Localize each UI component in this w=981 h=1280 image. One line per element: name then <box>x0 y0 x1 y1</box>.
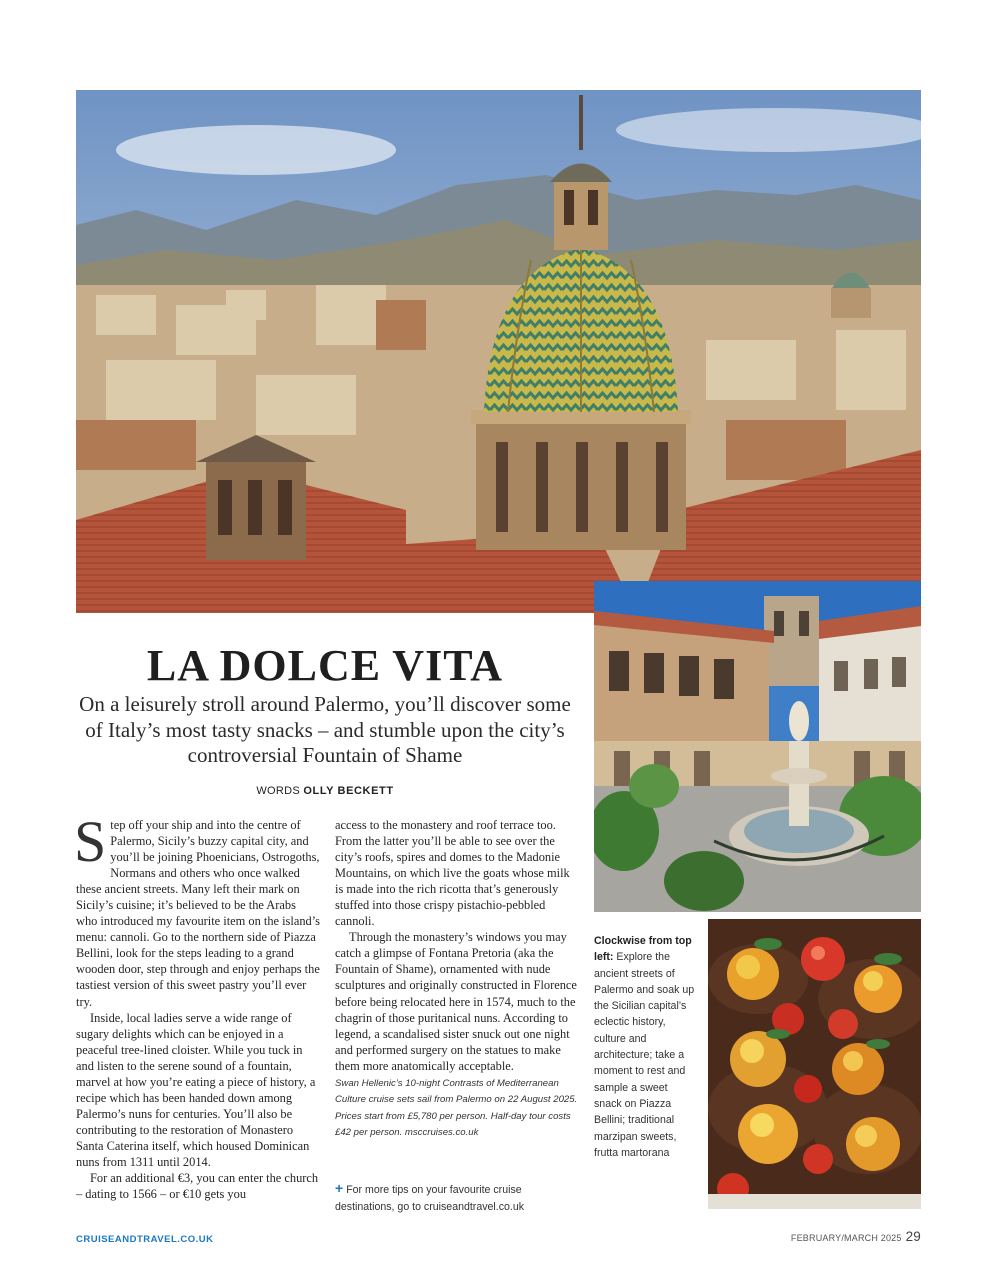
article-column-2 <box>335 817 578 1141</box>
footer-site-link[interactable]: CRUISEANDTRAVEL.CO.UK <box>76 1234 214 1245</box>
article-paragraph-1-text: tep off your ship and into the centre of Palermo, Sicily’s buzzy capital city, and you’ll be joining Phoenicians, Ostrogoths, Normans and others who once walked these ancient streets. Many left their mark on Sicily’s cuisine; it’s believed to be the Arabs who introduced my favourite item on the island’s menu: cannoli. Go to the northern side of Piazza Bellini, look for the steps leading to a grand wooden door, step through and enjoy perhaps the tastiest version of this sweet pastry you’ll ever try. <box>76 818 320 1009</box>
byline-label: WORDS <box>256 785 300 797</box>
caption-text: Explore the ancient streets of Palermo and soak up the Sicilian capital’s eclectic history, culture and architecture; take a moment to rest and sample a sweet snack on Piazza Bellini; traditional marzipan sweets, frutta martorana <box>594 951 695 1159</box>
cloister-fountain-image <box>594 581 921 912</box>
footer-issue-date: FEBRUARY/MARCH 2025 <box>790 1233 902 1243</box>
cruise-credit: Swan Hellenic’s 10-night Contrasts of Mediterranean Culture cruise sets sail from Palermo on 22 August 2025. Prices start from £5,780 per person. Half-day tour costs £42 per person. msccruises.co.uk <box>335 1077 578 1138</box>
hero-photo <box>76 90 921 613</box>
plus-icon: + <box>335 1180 344 1196</box>
byline <box>76 785 574 797</box>
page-number: 29 <box>905 1229 921 1244</box>
photo-caption <box>594 933 698 1161</box>
byline-author: OLLY BECKETT <box>303 785 394 797</box>
standfirst: On a leisurely stroll around Palermo, you’ll discover some of Italy’s most tasty snacks – and stumble upon the city’s controversial Fountain of Shame <box>79 692 571 767</box>
hero-photo-palermo-rooftops <box>76 90 921 613</box>
article-paragraph-4: Through the monastery’s windows you may catch a glimpse of Fontana Pretoria (aka the Fountain of Shame), ornamented with nude sculptures and originally constructed in Florence before being relocated here in 1574, much to the chagrin of those puritanical nuns. According to legend, a scandalised sister snuck out one night and performed surgery on the statues to make them more anatomically acceptable. <box>335 930 577 1073</box>
more-tips-text: For more tips on your favourite cruise destinations, go to cruiseandtravel.co.uk <box>335 1184 525 1213</box>
article-column-1 <box>74 809 320 1202</box>
article-paragraph-3-continued: access to the monastery and roof terrace too. From the latter you’ll be able to see over the city’s roofs, spires and domes to the Madonie Mountains, on which live the goats whose milk is made into the rich ricotta that’s generously stuffed into those crispy pistachio-pebbled cannoli. <box>335 818 570 929</box>
footer-issue <box>791 1229 921 1244</box>
cloister-photo <box>594 581 921 912</box>
page-title: LA DOLCE VITA <box>146 641 504 690</box>
sweets-photo <box>708 919 921 1209</box>
marzipan-sweets-image <box>708 919 921 1209</box>
more-tips-note <box>335 1180 575 1215</box>
caption-lead: Clockwise from top left: <box>594 935 692 964</box>
article-paragraph-2: Inside, local ladies serve a wide range of sugary delights which can be enjoyed in a peaceful tree-lined cloister. While you tuck in and listen to the serene sound of a fountain, marvel at how you’re eating a piece of history, a recipe which has been handed down among Palermo’s nuns for centuries. You’ll also be contributing to the restoration of Monastero Santa Caterina itself, which housed Dominican nuns from 1311 until 2014. <box>76 1010 316 1169</box>
article-paragraph-1 <box>74 809 320 1010</box>
article-paragraph-3: For an additional €3, you can enter the church – dating to 1566 – or €10 gets you <box>76 1171 319 1202</box>
drop-cap: S <box>74 809 107 874</box>
